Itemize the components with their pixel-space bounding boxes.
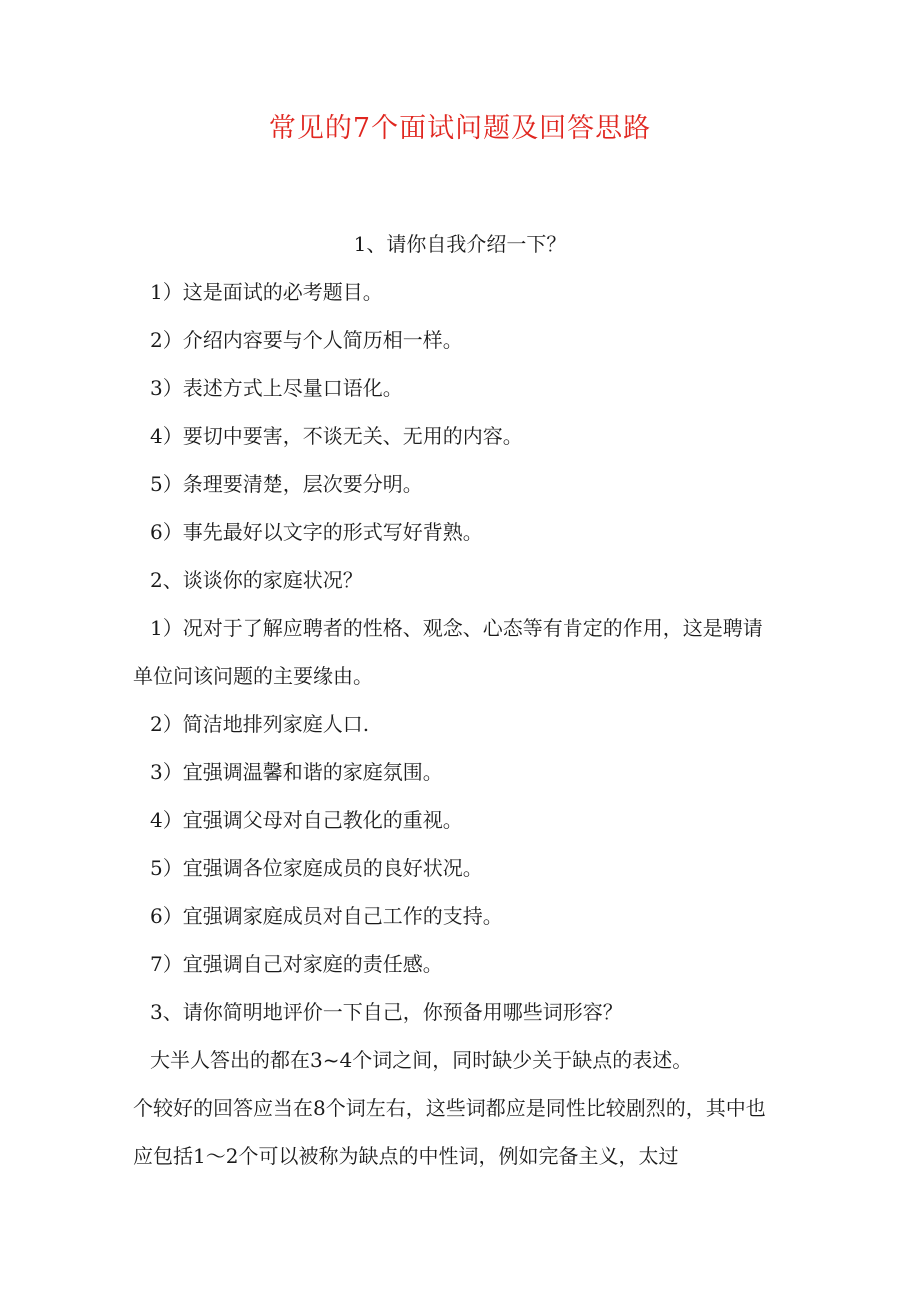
question-3-paragraph-2-line-1: 个较好的回答应当在8个词左右，这些词都应是同性比较剧烈的，其中也	[133, 1096, 766, 1120]
question-2-item-1-line-2: 单位问该问题的主要缘由。	[133, 664, 373, 688]
question-2-item: 5）宜强调各位家庭成员的良好状况。	[150, 856, 483, 880]
question-2-item: 6）宜强调家庭成员对自己工作的支持。	[150, 904, 503, 928]
question-3-heading: 3、请你简明地评价一下自己，你预备用哪些词形容？	[150, 1000, 623, 1024]
question-1-item: 2）介绍内容要与个人简历相一样。	[150, 328, 463, 352]
question-1-heading: 1、请你自我介绍一下？	[353, 232, 567, 256]
question-2-item: 3）宜强调温馨和谐的家庭氛围。	[150, 760, 443, 784]
question-1-item: 5）条理要清楚，层次要分明。	[150, 472, 423, 496]
document-title: 常见的7个面试问题及回答思路	[268, 113, 652, 144]
question-2-item-1-line-1: 1）况对于了解应聘者的性格、观念、心态等有肯定的作用，这是聘请	[150, 616, 763, 640]
question-1-item: 3）表述方式上尽量口语化。	[150, 376, 403, 400]
question-2-item: 4）宜强调父母对自己教化的重视。	[150, 808, 463, 832]
question-1-item: 4）要切中要害，不谈无关、无用的内容。	[150, 424, 523, 448]
question-3-paragraph-2-line-2: 应包括1～2个可以被称为缺点的中性词，例如完备主义，太过	[133, 1144, 679, 1168]
question-3-paragraph-1: 大半人答出的都在3~4个词之间，同时缺少关于缺点的表述。	[150, 1048, 693, 1072]
question-2-item: 2）简洁地排列家庭人口.	[150, 712, 370, 736]
question-2-heading: 2、谈谈你的家庭状况？	[150, 568, 363, 592]
question-1-item: 1）这是面试的必考题目。	[150, 280, 383, 304]
question-1-item: 6）事先最好以文字的形式写好背熟。	[150, 520, 483, 544]
question-2-item: 7）宜强调自己对家庭的责任感。	[150, 952, 443, 976]
